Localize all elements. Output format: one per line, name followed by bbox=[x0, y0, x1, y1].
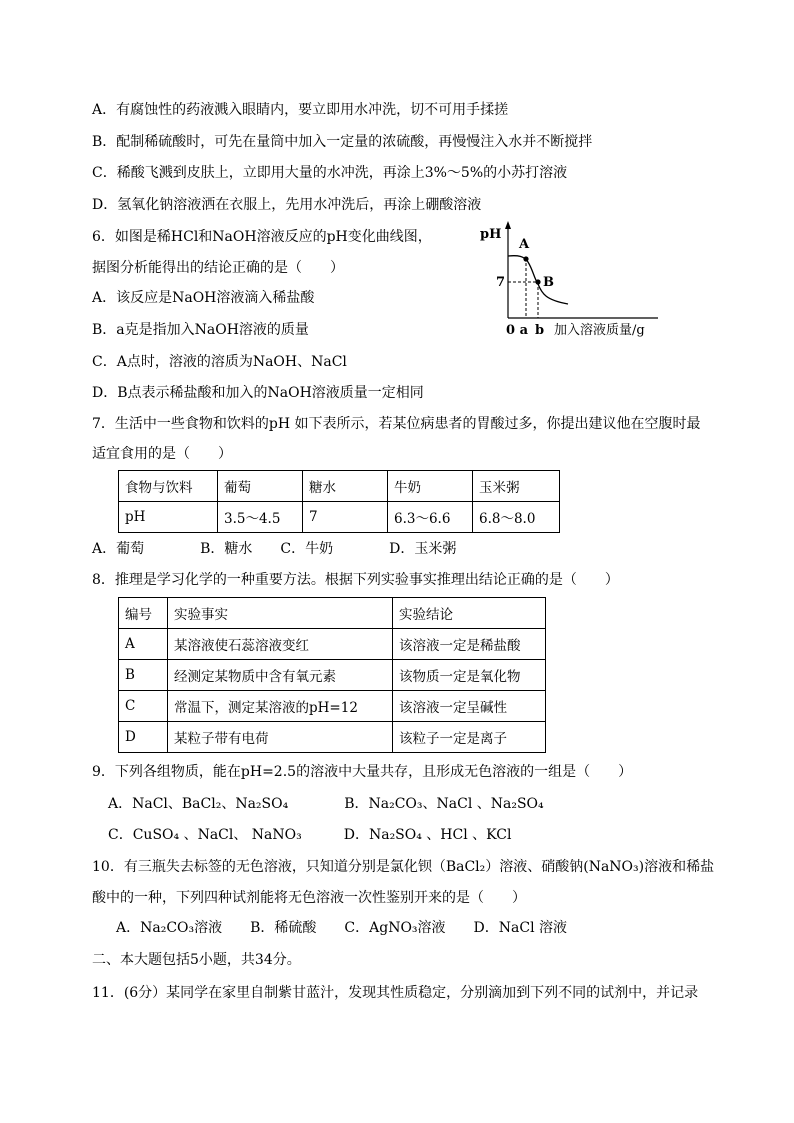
q10-stem-1: 10．有三瓶失去标签的无色溶液，只知道分别是氯化钡（BaCl₂）溶液、硝酸钠(NaNO₃)溶液和稀盐 bbox=[92, 859, 715, 875]
q9-stem: 9．下列各组物质，能在pH=2.5的溶液中大量共存，且形成无色溶液的一组是（ ） bbox=[92, 764, 633, 780]
q5-option-c: C．稀酸飞溅到皮肤上，立即用大量的水冲洗，再涂上3%～5%的小苏打溶液 bbox=[92, 165, 568, 181]
q10-stem-2: 酸中的一种，下列四种试剂能将无色溶液一次性鉴别开来的是（ ） bbox=[92, 890, 526, 906]
point-a bbox=[523, 256, 528, 261]
table-cell: C bbox=[119, 691, 168, 722]
q5-option-d: D．氢氧化钠溶液洒在衣服上，先用水冲洗后，再涂上硼酸溶液 bbox=[92, 197, 482, 213]
q6-option-d: D．B点表示稀盐酸和加入的NaOH溶液质量一定相同 bbox=[92, 385, 424, 401]
q9-options-cd: C．CuSO₄ 、NaCl、 NaNO₃ D．Na₂SO₄ 、HCl 、KCl bbox=[108, 827, 512, 843]
table-cell: pH bbox=[119, 502, 218, 533]
q10-options: A．Na₂CO₃溶液 B．稀硫酸 C．AgNO₃溶液 D．NaCl 溶液 bbox=[116, 920, 567, 936]
q9-options-ab: A．NaCl、BaCl₂、Na₂SO₄ B．Na₂CO₃、NaCl 、Na₂SO₄ bbox=[108, 796, 544, 812]
ph-axis-label: pH bbox=[480, 227, 502, 242]
table-header-cell: 食物与饮料 bbox=[119, 471, 218, 502]
q6-option-c: C．A点时，溶液的溶质为NaOH、NaCl bbox=[92, 354, 347, 370]
tick-7-label: 7 bbox=[496, 275, 506, 290]
q6-stem-2: 据图分析能得出的结论正确的是（ ） bbox=[92, 260, 344, 276]
q5-option-b: B．配制稀硫酸时，可先在量筒中加入一定量的浓硫酸，再慢慢注入水并不断搅拌 bbox=[92, 134, 593, 150]
table-row bbox=[119, 629, 546, 660]
q8-stem: 8．推理是学习化学的一种重要方法。根据下列实验事实推理出结论正确的是（ ） bbox=[92, 572, 619, 588]
table-row bbox=[119, 660, 546, 691]
x-axis-label: 加入溶液质量/g bbox=[554, 323, 645, 338]
ph-curve-graph bbox=[480, 218, 668, 343]
table-cell: 某溶液使石蕊溶液变红 bbox=[168, 629, 393, 660]
table-header-cell: 实验事实 bbox=[168, 598, 393, 629]
section-2-heading: 二、本大题包括5小题，共34分。 bbox=[92, 952, 301, 968]
table-cell: 常温下，测定某溶液的pH=12 bbox=[168, 691, 393, 722]
table-row bbox=[119, 722, 546, 753]
table-cell: 某粒子带有电荷 bbox=[168, 722, 393, 753]
table-cell: 该溶液一定呈碱性 bbox=[393, 691, 546, 722]
table-cell: 6.3～6.6 bbox=[388, 502, 473, 533]
table-cell: 7 bbox=[303, 502, 388, 533]
table-cell: 6.8～8.0 bbox=[473, 502, 560, 533]
table-cell: 该物质一定是氧化物 bbox=[393, 660, 546, 691]
table-cell: 该粒子一定是离子 bbox=[393, 722, 546, 753]
point-b-label: B bbox=[543, 275, 554, 290]
q7-stem-2: 适宜食用的是（ ） bbox=[92, 446, 232, 462]
b-tick-label: b bbox=[535, 323, 545, 338]
table-header-cell: 糖水 bbox=[303, 471, 388, 502]
q6-option-b: B．a克是指加入NaOH溶液的质量 bbox=[92, 322, 309, 338]
table-cell: D bbox=[119, 722, 168, 753]
table-cell: 该溶液一定是稀盐酸 bbox=[393, 629, 546, 660]
point-a-label: A bbox=[519, 237, 530, 252]
point-b bbox=[535, 279, 540, 284]
q7-stem-1: 7．生活中一些食物和饮料的pH 如下表所示，若某位病患者的胃酸过多，你提出建议他在空腹时最 bbox=[92, 416, 701, 432]
table-header-cell: 玉米粥 bbox=[473, 471, 560, 502]
table-cell: B bbox=[119, 660, 168, 691]
q7-ph-table bbox=[118, 470, 560, 533]
table-cell: 3.5～4.5 bbox=[218, 502, 303, 533]
q7-options: A．葡萄 B．糖水 C．牛奶 D．玉米粥 bbox=[92, 541, 457, 557]
table-header-cell: 实验结论 bbox=[393, 598, 546, 629]
q6-option-a: A．该反应是NaOH溶液滴入稀盐酸 bbox=[92, 290, 315, 306]
table-cell: A bbox=[119, 629, 168, 660]
q6-stem-1: 6．如图是稀HCl和NaOH溶液反应的pH变化曲线图， bbox=[92, 229, 432, 245]
table-row bbox=[119, 691, 546, 722]
q11-stem: 11．(6分）某同学在家里自制紫甘蓝汁，发现其性质稳定，分别滴加到下列不同的试剂中，并记录 bbox=[92, 985, 699, 1001]
table-header-cell: 葡萄 bbox=[218, 471, 303, 502]
q8-inference-table bbox=[118, 597, 546, 753]
table-header-cell: 牛奶 bbox=[388, 471, 473, 502]
table-row bbox=[119, 502, 560, 533]
y-axis-arrow bbox=[505, 221, 511, 229]
table-header-cell: 编号 bbox=[119, 598, 168, 629]
table-row bbox=[119, 471, 560, 502]
origin-a-label: 0 a bbox=[506, 323, 528, 338]
q5-option-a: A．有腐蚀性的药液溅入眼睛内，要立即用水冲洗，切不可用手揉搓 bbox=[92, 102, 509, 118]
table-cell: 经测定某物质中含有氧元素 bbox=[168, 660, 393, 691]
table-row bbox=[119, 598, 546, 629]
